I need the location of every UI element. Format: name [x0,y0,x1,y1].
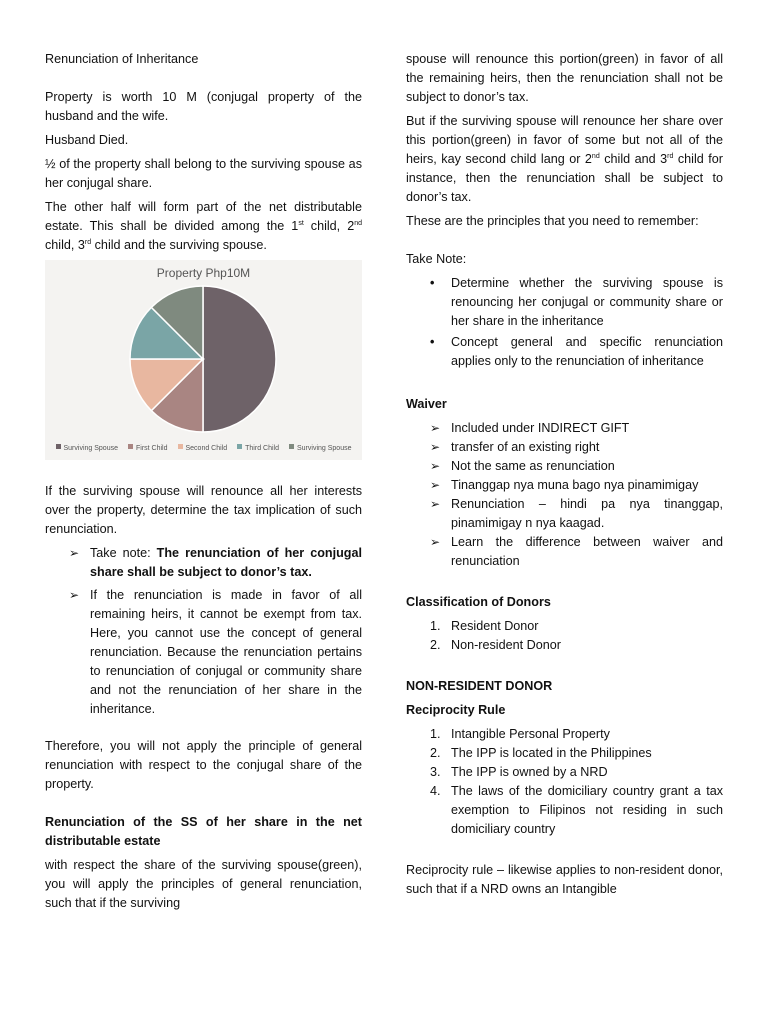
take-note-list [45,544,362,719]
classification-heading: Classification of Donors [406,595,551,609]
take-note-label: Take Note: [406,252,467,266]
paragraph-reciprocity-rule: Reciprocity rule – likewise applies to non-resident donor, such that if a NRD owns an Intangible [406,863,723,896]
legend-item [237,444,279,453]
list-item: 2. Non-resident Donor [430,638,561,652]
legend-label: First Child [135,445,168,452]
paragraph-therefore: Therefore, you will not apply the principle of general renunciation with respect to the conjugal share of the property. [45,739,362,791]
legend-swatch [128,444,133,449]
pie-chart-svg [45,260,362,460]
nrd-heading: NON-RESIDENT DONOR [406,679,553,693]
list-item: ➢ Renunciation – hindi pa nya tinanggap, pinamimigay n nya kaagad. [406,495,723,533]
paragraph-with-respect: with respect the share of the surviving spouse(green), you will apply the principles of general renunciation, such that if the surviving [45,858,362,910]
list-item: 1. Intangible Personal Property [430,727,610,741]
principles-list [406,274,723,371]
legend-item [128,444,168,453]
chart-legend [45,444,362,453]
legend-item [289,444,351,453]
list-item: ➢ Take note: The renunciation of her conjugal share shall be subject to donor’s tax. [45,544,362,582]
pie-chart [45,260,362,460]
paragraph-renounce-all: If the surviving spouse will renounce all her interests over the property, determine the tax implication of such renunciation. [45,484,362,536]
legend-item [56,444,118,453]
classification-list [406,617,723,655]
doc-title: Renunciation of Inheritance [45,52,199,66]
section-heading-ss-share: Renunciation of the SS of her share in the net distributable estate [45,815,362,848]
pie-slice-1 [203,286,276,432]
paragraph-other-half: The other half will form part of the net distributable estate. This shall be divided among the 1st child, 2nd child, 3rd child and the surviving spouse. [45,200,362,252]
legend-label: Third Child [245,445,279,452]
reciprocity-list [406,725,723,839]
list-item: • Determine whether the surviving spouse is renouncing her conjugal or community share or her share in the inheritance [406,274,723,331]
list-item: ➢ Included under INDIRECT GIFT [406,419,723,438]
waiver-heading: Waiver [406,397,447,411]
paragraph-but-if: But if the surviving spouse will renounce her share over this portion(green) in favor of some but not all of the heirs, kay second child lang or 2nd child and 3rd child for instance, then the renunciation shall be subject to donor’s tax. [406,114,723,204]
list-item: • Concept general and specific renunciation applies only to the renunciation of inheritance [406,333,723,371]
legend-swatch [289,444,294,449]
list-item: ➢ Tinanggap nya muna bago nya pinamimigay [406,476,723,495]
list-item: 3. The IPP is owned by a NRD [430,765,608,779]
legend-swatch [178,444,183,449]
list-item: ➢ Not the same as renunciation [406,457,723,476]
list-item: 1. Resident Donor [430,619,539,633]
paragraph-property-worth: Property is worth 10 M (conjugal property of the husband and the wife. [45,90,362,123]
right-column [406,50,723,904]
waiver-list [406,419,723,571]
list-item: ➢ Learn the difference between waiver and renunciation [406,533,723,571]
list-item: ➢ If the renunciation is made in favor of all remaining heirs, it cannot be exempt from tax. Here, you cannot use the concept of general renunciation. Because the renunciation pertains to renunciation of conjugal or community share and not the renunciation of her share in the inheritance. [45,586,362,719]
legend-label: Surviving Spouse [63,445,118,452]
paragraph-husband-died: Husband Died. [45,133,129,147]
legend-item [178,444,228,453]
legend-swatch [56,444,61,449]
legend-swatch [237,444,242,449]
left-column [45,50,362,918]
paragraph-half-share: ½ of the property shall belong to the surviving spouse as her conjugal share. [45,157,362,190]
legend-label: Surviving Spouse [297,445,352,452]
list-item: 2. The IPP is located in the Philippines [430,746,652,760]
legend-label: Second Child [185,445,228,452]
paragraph-principles: These are the principles that you need to remember: [406,214,699,228]
chart-title: Property Php10M [156,266,251,280]
paragraph-renounce-portion: spouse will renounce this portion(green) in favor of all the remaining heirs, then the renunciation shall not be subject to donor’s tax. [406,52,723,104]
reciprocity-heading: Reciprocity Rule [406,703,506,717]
list-item: ➢ transfer of an existing right [406,438,723,457]
list-item: 4. The laws of the domiciliary country grant a tax exemption to Filipinos not residing in such domiciliary country [430,784,723,836]
